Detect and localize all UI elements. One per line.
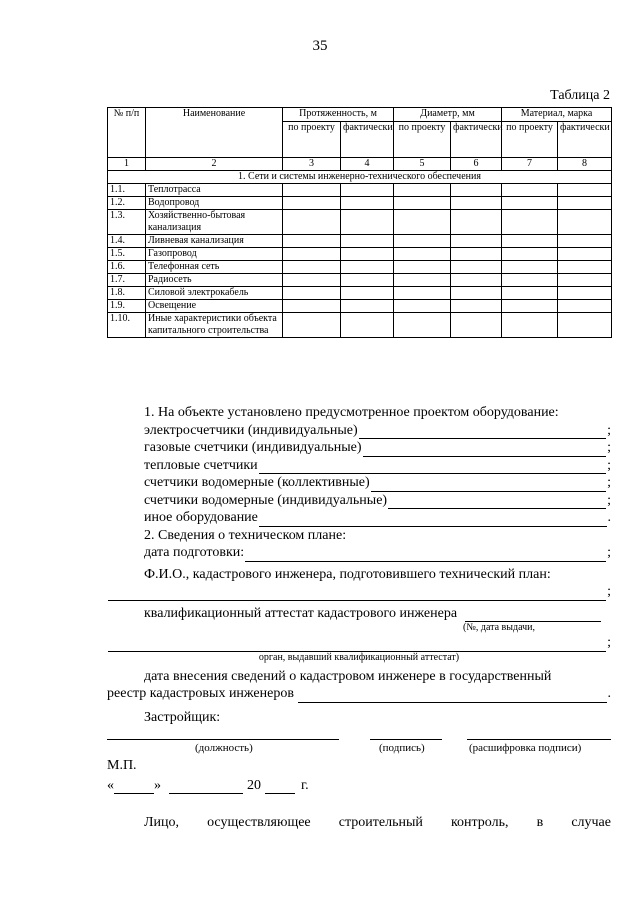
empty-cell[interactable] [283,197,341,210]
row-name: Силовой электрокабель [146,287,283,300]
empty-cell[interactable] [341,197,394,210]
empty-cell[interactable] [283,261,341,274]
empty-cell[interactable] [451,184,502,197]
empty-cell[interactable] [558,210,612,235]
table-row [108,210,612,235]
row-number: 1.1. [108,184,146,197]
row-number: 1.8. [108,287,146,300]
empty-cell[interactable] [283,184,341,197]
empty-cell[interactable] [394,184,451,197]
row-name: Ливневая канализация [146,235,283,248]
cert-caption: (№, дата выдачи, [462,622,536,633]
year-prefix: 20 [247,778,261,793]
equipment-label: счетчики водомерные (индивидуальные) [144,492,388,508]
signature-field[interactable] [370,738,442,740]
empty-cell[interactable] [502,210,558,235]
empty-cell[interactable] [394,197,451,210]
empty-cell[interactable] [558,235,612,248]
trailing-paragraph [107,814,611,832]
trailing-word: Лицо, [144,815,179,830]
empty-cell[interactable] [558,248,612,261]
row-name: Радиосеть [146,274,283,287]
engineer-line: ; [107,583,611,601]
equipment-section [107,404,611,703]
empty-cell[interactable] [451,235,502,248]
empty-cell[interactable] [558,300,612,313]
empty-cell[interactable] [451,274,502,287]
column-numbers-row [108,158,612,171]
equipment-label: иное оборудование [144,510,258,525]
column-number: 8 [558,158,612,171]
empty-cell[interactable] [341,235,394,248]
blank-field[interactable] [245,548,606,562]
table-body [108,184,612,338]
blank-field[interactable] [298,689,607,703]
row-number: 1.7. [108,274,146,287]
equipment-line: иное оборудование . [144,510,611,525]
blank-field[interactable] [363,443,607,457]
row-name: Теплотрасса [146,184,283,197]
col-header-no: № п/п [108,108,146,158]
date-quote-close: » [154,778,161,793]
stamp-label: М.П. [107,758,137,773]
column-number: 5 [394,158,451,171]
equipment-heading: 1. На объекте установлено предусмотренное проектом оборудование: [144,405,559,420]
empty-cell[interactable] [394,300,451,313]
year-suffix: г. [301,778,309,793]
equipment-line: тепловые счетчики ; [144,457,611,473]
trailing-word: случае [571,815,611,830]
empty-cell[interactable] [502,300,558,313]
month-field[interactable] [169,780,243,794]
empty-cell[interactable] [283,248,341,261]
empty-cell[interactable] [394,235,451,248]
tech-plan-heading: 2. Сведения о техническом плане: [144,527,347,543]
trailing-word: в [536,815,544,830]
row-name: Газопровод [146,248,283,261]
column-number: 6 [451,158,502,171]
empty-cell[interactable] [341,261,394,274]
sub-header-project: по проекту [283,122,341,158]
blank-field[interactable] [108,587,606,601]
column-number: 1 [108,158,146,171]
empty-cell[interactable] [558,261,612,274]
row-number: 1.5. [108,248,146,261]
name-field[interactable] [467,738,611,740]
trailing-word: строительный [338,815,423,830]
blank-field[interactable] [259,460,606,474]
sub-header-project: по проекту [502,122,558,158]
empty-cell[interactable] [558,197,612,210]
empty-cell[interactable] [394,274,451,287]
table-row [108,313,612,338]
equipment-label: счетчики водомерные (коллективные) [144,475,370,490]
blank-field[interactable] [388,495,606,509]
empty-cell[interactable] [283,313,341,338]
empty-cell[interactable] [394,261,451,274]
date-line [107,778,309,794]
equipment-label: тепловые счетчики [144,457,258,473]
empty-cell[interactable] [502,235,558,248]
column-number: 7 [502,158,558,171]
sub-header-actual: фактически [341,122,394,158]
empty-cell[interactable] [451,287,502,300]
blank-field[interactable] [359,425,606,439]
year-field[interactable] [265,780,295,794]
empty-cell[interactable] [502,248,558,261]
table-row [108,287,612,300]
row-name: Телефонная сеть [146,261,283,274]
col-header-name: Наименование [146,108,283,158]
empty-cell[interactable] [558,274,612,287]
empty-cell[interactable] [394,287,451,300]
date-quote-open: « [107,778,114,793]
empty-cell[interactable] [341,287,394,300]
empty-cell[interactable] [341,248,394,261]
sub-header-actual: фактически [451,122,502,158]
empty-cell[interactable] [451,261,502,274]
row-number: 1.3. [108,210,146,235]
equipment-label: электросчетчики (индивидуальные) [144,422,358,438]
empty-cell[interactable] [502,261,558,274]
empty-cell[interactable] [394,313,451,338]
prep-date-line: дата подготовки: ; [144,545,611,560]
empty-cell[interactable] [502,274,558,287]
empty-cell[interactable] [394,248,451,261]
empty-cell[interactable] [558,184,612,197]
column-number: 2 [146,158,283,171]
table-row [108,261,612,274]
empty-cell[interactable] [394,210,451,235]
row-number: 1.9. [108,300,146,313]
name-caption: (расшифровка подписи) [469,742,582,754]
row-name: Хозяйственно-бытовая канализация [146,210,283,235]
certificate-label: квалификационный аттестат кадастрового инженера [144,605,458,621]
networks-table [107,107,612,338]
empty-cell[interactable] [451,197,502,210]
blank-field[interactable] [108,638,606,652]
registry-line: реестр кадастровых инженеров . [107,686,611,701]
row-name: Водопровод [146,197,283,210]
section-title: 1. Сети и системы инженерно-технического обеспечения [108,171,612,184]
equipment-line: счетчики водомерные (коллективные) ; [144,475,611,490]
empty-cell[interactable] [451,210,502,235]
empty-cell[interactable] [558,313,612,338]
blank-field[interactable] [259,513,607,527]
row-name: Иные характеристики объекта капитального строительства [146,313,283,338]
engineer-label: Ф.И.О., кадастрового инженера, подготовившего технический план: [144,566,551,582]
blank-field[interactable] [371,478,606,492]
col-header-material: Материал, марка [502,108,612,122]
registry-text-1: дата внесения сведений о кадастровом инженере в государственный [144,668,552,684]
empty-cell[interactable] [283,210,341,235]
empty-cell[interactable] [283,274,341,287]
empty-cell[interactable] [451,300,502,313]
row-number: 1.4. [108,235,146,248]
organ-line: ; [107,634,611,652]
empty-cell[interactable] [558,287,612,300]
equipment-line: газовые счетчики (индивидуальные) ; [144,440,611,455]
table-row [108,235,612,248]
trailing-word: осуществляющее [207,815,311,830]
row-number: 1.10. [108,313,146,338]
row-name: Освещение [146,300,283,313]
empty-cell[interactable] [283,287,341,300]
registry-text-2: реестр кадастровых инженеров [107,686,294,701]
blank-field[interactable] [465,608,601,622]
empty-cell[interactable] [341,313,394,338]
table-row [108,184,612,197]
equipment-line: электросчетчики (индивидуальные) ; [144,422,611,438]
empty-cell[interactable] [283,300,341,313]
equipment-label: газовые счетчики (индивидуальные) [144,440,362,455]
empty-cell[interactable] [502,287,558,300]
table-row [108,248,612,261]
empty-cell[interactable] [341,274,394,287]
table-row [108,300,612,313]
developer-signature [107,710,611,820]
day-field[interactable] [114,780,154,794]
row-number: 1.2. [108,197,146,210]
table-row [108,197,612,210]
sub-header-actual: фактически [558,122,612,158]
page-number: 35 [312,38,328,54]
certificate-line [107,605,611,623]
equipment-line: счетчики водомерные (индивидуальные) ; [144,492,611,508]
signature-caption: (подпись) [379,742,425,754]
empty-cell[interactable] [341,210,394,235]
empty-cell[interactable] [341,184,394,197]
column-number: 3 [283,158,341,171]
position-field[interactable] [107,738,339,740]
prep-date-label: дата подготовки: [144,545,245,560]
col-header-length: Протяженность, м [283,108,394,122]
empty-cell[interactable] [283,235,341,248]
empty-cell[interactable] [502,197,558,210]
col-header-diameter: Диаметр, мм [394,108,502,122]
empty-cell[interactable] [341,300,394,313]
position-caption: (должность) [195,742,253,754]
table-row [108,274,612,287]
trailing-word: контроль, [450,815,509,830]
empty-cell[interactable] [502,184,558,197]
sub-header-project: по проекту [394,122,451,158]
empty-cell[interactable] [451,313,502,338]
column-number: 4 [341,158,394,171]
row-number: 1.6. [108,261,146,274]
empty-cell[interactable] [502,313,558,338]
developer-label: Застройщик: [144,710,221,725]
empty-cell[interactable] [451,248,502,261]
organ-caption: орган, выдавший квалификационный аттестат) [258,651,460,663]
table-label: Таблица 2 [550,88,610,103]
